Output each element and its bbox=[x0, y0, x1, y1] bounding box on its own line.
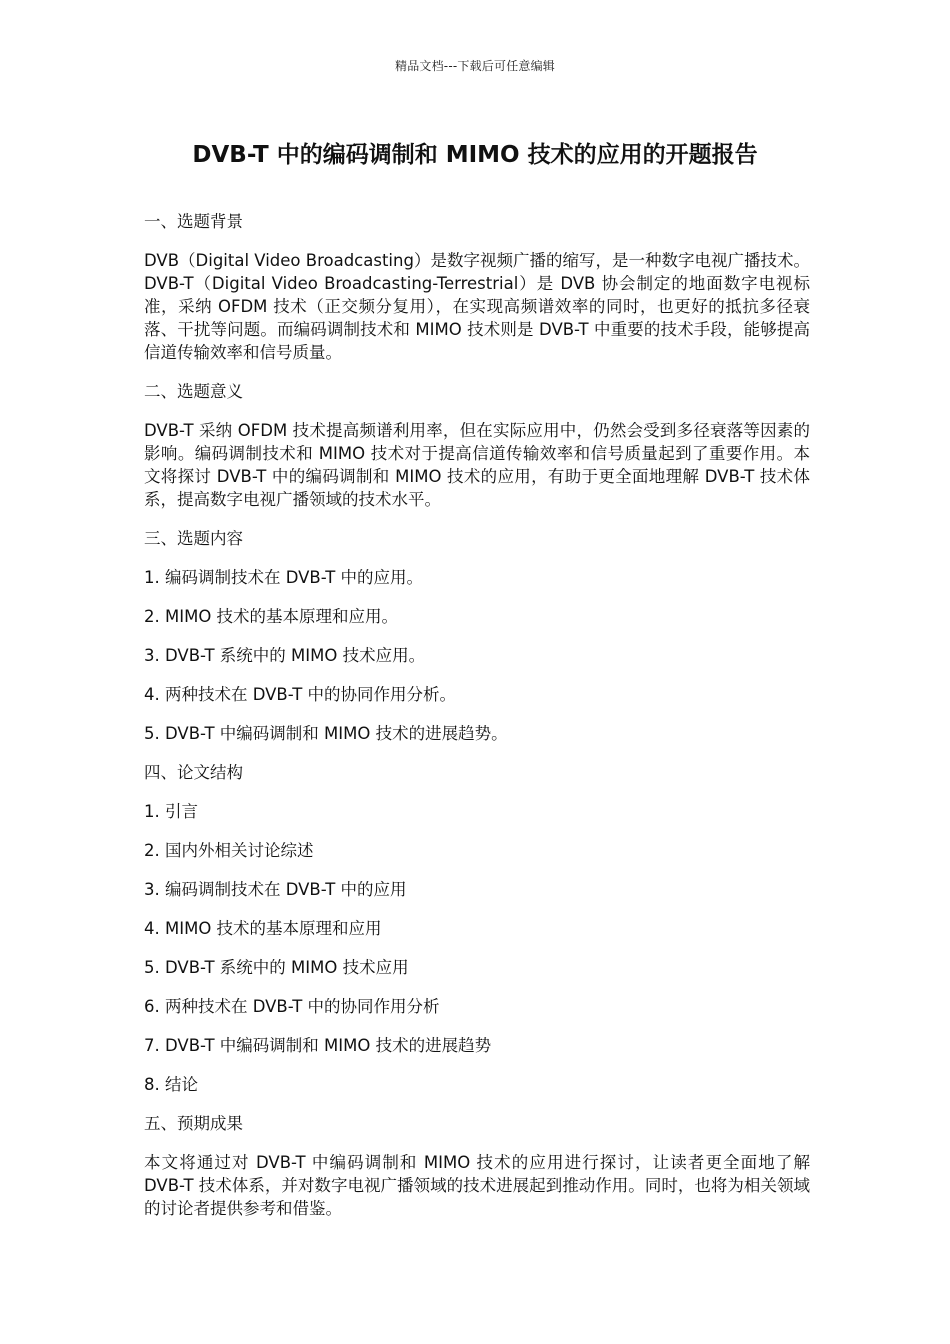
document-title: DVB-T 中的编码调制和 MIMO 技术的应用的开题报告 bbox=[192, 142, 758, 168]
header-note: 精品文档---下载后可任意编辑 bbox=[395, 59, 555, 73]
list-item: 8. 结论 bbox=[144, 1075, 198, 1094]
list-item: 7. DVB-T 中编码调制和 MIMO 技术的进展趋势 bbox=[144, 1036, 492, 1055]
list-item: 3. DVB-T 系统中的 MIMO 技术应用。 bbox=[144, 646, 426, 665]
list-item: 3. 编码调制技术在 DVB-T 中的应用 bbox=[144, 880, 407, 899]
list-item: 5. DVB-T 中编码调制和 MIMO 技术的进展趋势。 bbox=[144, 724, 508, 743]
paragraph-results: 本文将通过对 DVB-T 中编码调制和 MIMO 技术的应用进行探讨，让读者更全面地了解 DVB-T 技术体系，并对数字电视广播领域的技术进展起到推动作用。同时，也将为相关领域的讨论者提供参考和借鉴。 bbox=[144, 1153, 810, 1218]
list-item: 2. MIMO 技术的基本原理和应用。 bbox=[144, 607, 399, 626]
list-item: 5. DVB-T 系统中的 MIMO 技术应用 bbox=[144, 958, 409, 977]
paragraph-background: DVB（Digital Video Broadcasting）是数字视频广播的缩写，是一种数字电视广播技术。DVB-T（Digital Video Broadcasting-Terrestrial）是 DVB 协会制定的地面数字电视标准，采纳 OFDM 技术（正交频分复用），在实现高频谱效率的同时，也更好的抵抗多径衰落、干扰等问题。而编码调制技术和 MIMO 技术则是 DVB-T 中重要的技术手段，能够提高信道传输效率和信号质量。 bbox=[144, 251, 810, 362]
list-item: 1. 编码调制技术在 DVB-T 中的应用。 bbox=[144, 568, 424, 587]
section-heading-content: 三、选题内容 bbox=[144, 529, 243, 548]
section-heading-background: 一、选题背景 bbox=[144, 212, 243, 231]
list-item: 1. 引言 bbox=[144, 802, 198, 821]
section-heading-results: 五、预期成果 bbox=[144, 1114, 243, 1133]
list-item: 2. 国内外相关讨论综述 bbox=[144, 841, 314, 860]
section-heading-significance: 二、选题意义 bbox=[144, 382, 243, 401]
list-item: 6. 两种技术在 DVB-T 中的协同作用分析 bbox=[144, 997, 440, 1016]
list-item: 4. MIMO 技术的基本原理和应用 bbox=[144, 919, 382, 938]
section-heading-structure: 四、论文结构 bbox=[144, 763, 243, 782]
document-body bbox=[144, 210, 810, 1236]
paragraph-significance: DVB-T 采纳 OFDM 技术提高频谱利用率，但在实际应用中，仍然会受到多径衰落等因素的影响。编码调制技术和 MIMO 技术对于提高信道传输效率和信号质量起到了重要作用。本文将探讨 DVB-T 中的编码调制和 MIMO 技术的应用，有助于更全面地理解 DVB-T 技术体系，提高数字电视广播领域的技术水平。 bbox=[144, 421, 810, 509]
list-item: 4. 两种技术在 DVB-T 中的协同作用分析。 bbox=[144, 685, 457, 704]
